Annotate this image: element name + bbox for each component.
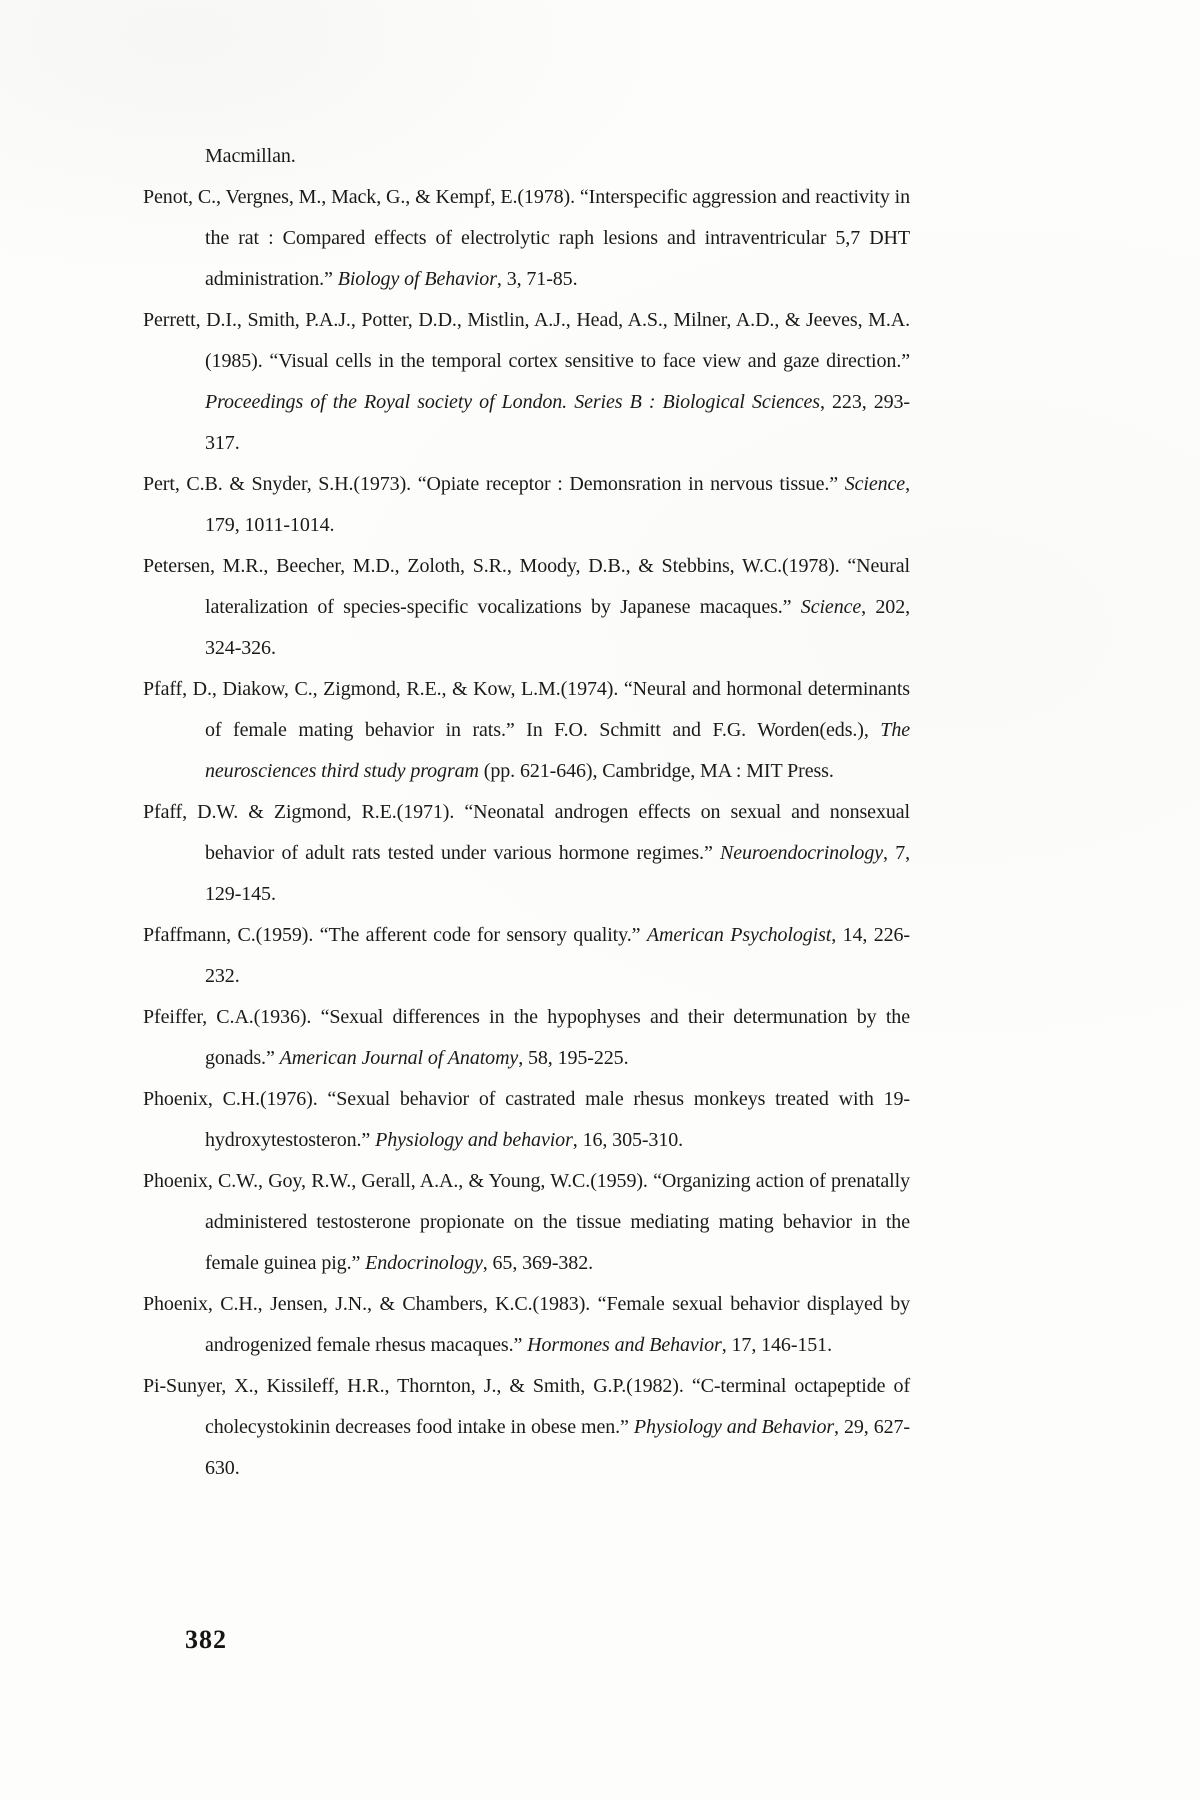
reference-text: Pfaff, D., Diakow, C., Zigmond, R.E., & Kow, L.M.(1974). “Neural and hormonal determinants of female mating behavior in rats.” In F.O. Schmitt and F.G. Worden(eds.), (143, 678, 910, 741)
journal-title: The neurosciences third study program (205, 719, 910, 782)
reference-entry (143, 1079, 910, 1161)
journal-title: Neuroendocrinology (720, 842, 884, 864)
journal-title: American Psychologist (646, 924, 832, 946)
reference-text: , 7, 129-145. (205, 842, 910, 905)
reference-text: Pfaff, D.W. & Zigmond, R.E.(1971). “Neonatal androgen effects on sexual and nonsexual behavior of adult rats tested under various hormone regimes.” (143, 801, 910, 864)
journal-title: Endocrinology (365, 1252, 483, 1274)
reference-text: Petersen, M.R., Beecher, M.D., Zoloth, S.R., Moody, D.B., & Stebbins, W.C.(1978). “Neural lateralization of species-specific vocalizations by Japanese macaques.” (143, 555, 910, 618)
reference-text: Phoenix, C.H.(1976). “Sexual behavior of castrated male rhesus monkeys treated with 19-hydroxytestosteron.” (143, 1088, 910, 1151)
reference-text: , 223, 293-317. (205, 391, 910, 454)
journal-title: Biology of Behavior (337, 268, 497, 290)
reference-text: (pp. 621-646), Cambridge, MA : MIT Press. (478, 760, 834, 782)
reference-entry (143, 915, 910, 997)
reference-text: Perrett, D.I., Smith, P.A.J., Potter, D.D., Mistlin, A.J., Head, A.S., Milner, A.D., & Jeeves, M.A.(1985). “Visual cells in the temporal cortex sensitive to face view and gaze direction.” (143, 309, 910, 372)
journal-title: American Journal of Anatomy (279, 1047, 519, 1069)
reference-text: , 14, 226-232. (205, 924, 910, 987)
reference-entry (143, 997, 910, 1079)
journal-title: Science (800, 596, 862, 618)
journal-title: Physiology and Behavior (633, 1416, 835, 1438)
reference-text: , 65, 369-382. (482, 1252, 593, 1274)
reference-text: , 202, 324-326. (205, 596, 911, 659)
reference-text: Pi-Sunyer, X., Kissileff, H.R., Thornton, J., & Smith, G.P.(1982). “C-terminal octapeptide of cholecystokinin decreases food intake in obese men.” (143, 1375, 910, 1438)
journal-title: Physiology and behavior (375, 1129, 573, 1151)
reference-text: Penot, C., Vergnes, M., Mack, G., & Kempf, E.(1978). “Interspecific aggression and reactivity in the rat : Compared effects of electrolytic raph lesions and intraventricular 5,7 DHT administration.” (143, 186, 910, 290)
reference-text: , 58, 195-225. (518, 1047, 629, 1069)
reference-entry (143, 1161, 910, 1284)
reference-text: , 3, 71-85. (496, 268, 578, 290)
reference-entry (143, 1366, 910, 1489)
reference-text: Phoenix, C.W., Goy, R.W., Gerall, A.A., & Young, W.C.(1959). “Organizing action of prenatally administered testosterone propionate on the tissue mediating mating behavior in the female guinea pig.” (143, 1170, 910, 1274)
reference-text: , 179, 1011-1014. (205, 473, 910, 536)
reference-text: , 17, 146-151. (721, 1334, 832, 1356)
journal-title: Proceedings of the Royal society of London. Series B : Biological Sciences (205, 391, 820, 413)
reference-text: Pfeiffer, C.A.(1936). “Sexual differences in the hypophyses and their determunation by the gonads.” (143, 1006, 910, 1069)
page-number: 382 (185, 1625, 227, 1654)
reference-entry (143, 546, 910, 669)
references-list (143, 136, 910, 1489)
journal-title: Hormones and Behavior (527, 1334, 722, 1356)
reference-text: , 29, 627-630. (205, 1416, 910, 1479)
reference-entry (143, 300, 910, 464)
reference-entry (143, 1284, 910, 1366)
journal-title: Science (844, 473, 906, 495)
reference-entry (143, 669, 910, 792)
reference-entry (143, 177, 910, 300)
reference-text: Macmillan. (205, 145, 296, 167)
reference-entry (143, 464, 910, 546)
reference-text: , 16, 305-310. (572, 1129, 684, 1151)
reference-entry (143, 792, 910, 915)
reference-text: Pfaffmann, C.(1959). “The afferent code for sensory quality.” (143, 924, 647, 946)
reference-text: Phoenix, C.H., Jensen, J.N., & Chambers, K.C.(1983). “Female sexual behavior displayed by androgenized female rhesus macaques.” (143, 1293, 910, 1356)
reference-text: Pert, C.B. & Snyder, S.H.(1973). “Opiate receptor : Demonsration in nervous tissue.” (143, 473, 845, 495)
reference-entry (143, 136, 910, 177)
